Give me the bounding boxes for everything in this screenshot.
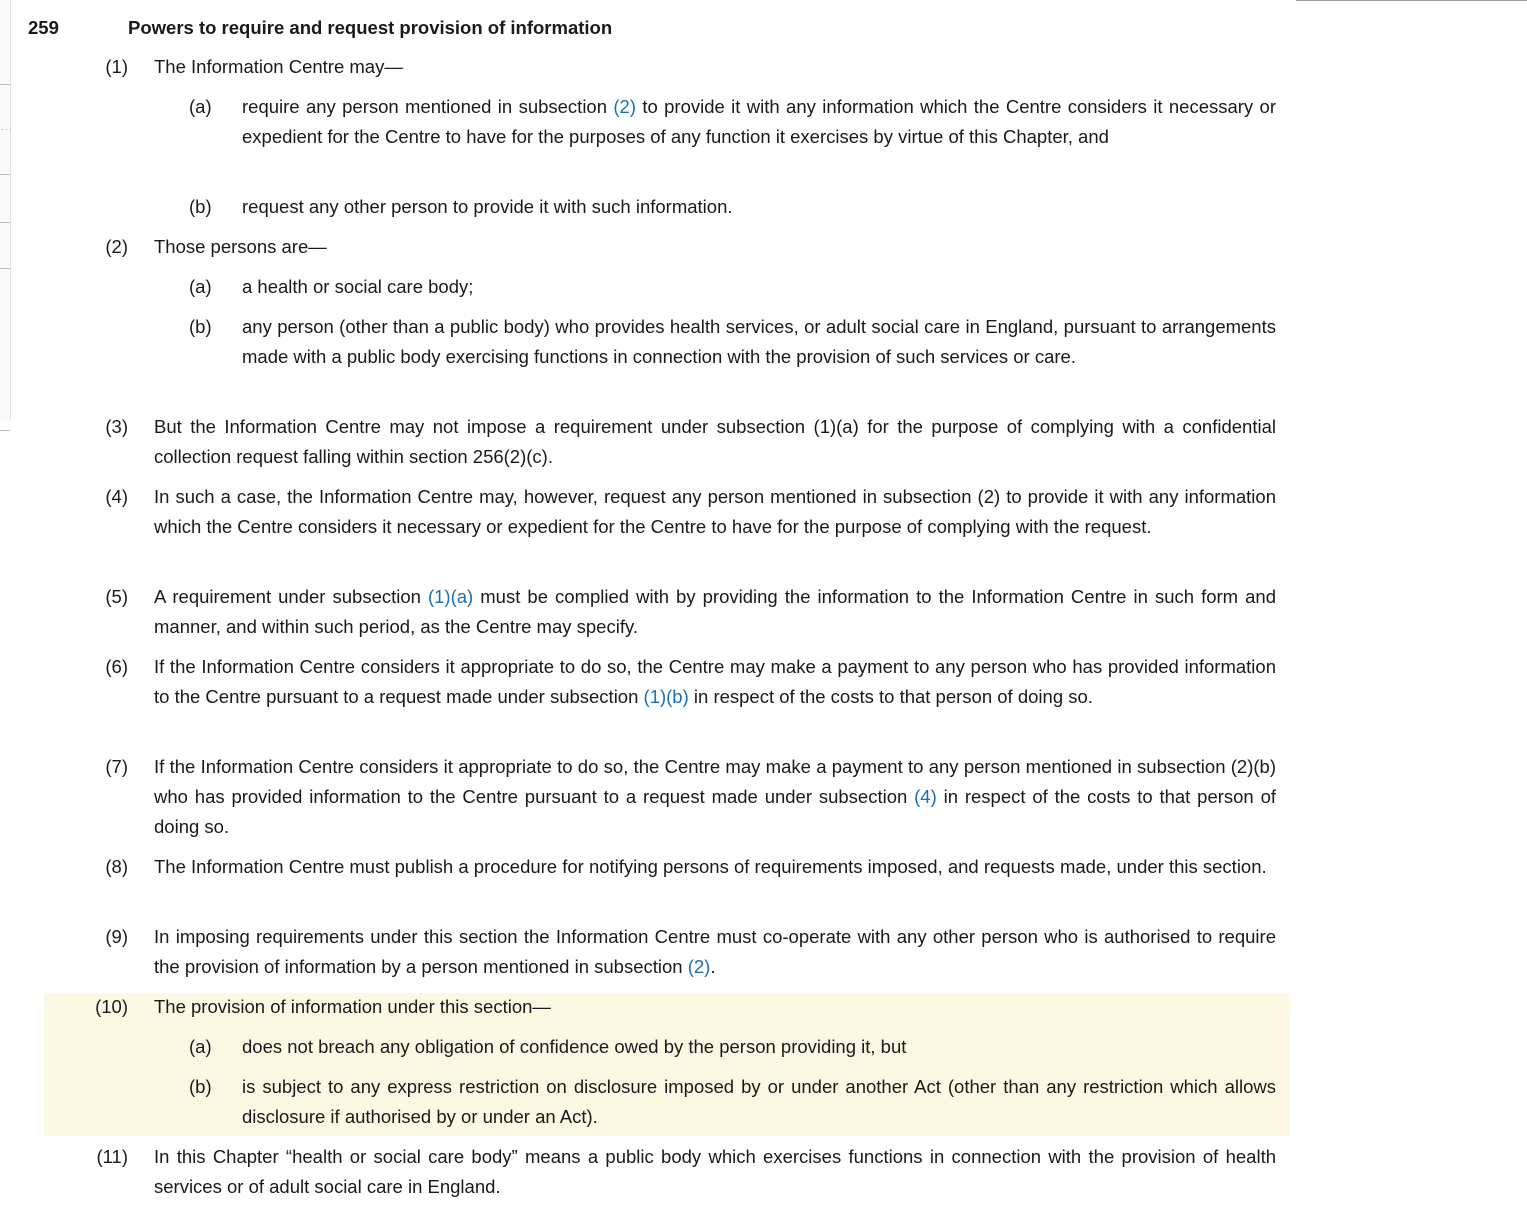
subsection-number: (6): [105, 656, 128, 677]
subsection-text: A requirement under subsection (1)(a) must be complied with by providing the information to the Information Centre in such form and manner, and within such period, as the Centre may specify.: [154, 586, 1276, 637]
subsection-text: In this Chapter “health or social care body” means a public body which exercises functions in connection with the provision of health services or of adult social care in England.: [154, 1146, 1276, 1197]
subsection-text: In such a case, the Information Centre may, however, request any person mentioned in subsection (2) to provide it with any information which the Centre considers it necessary or expedient for the Centre to have for the purpose of complying with the request.: [154, 486, 1276, 537]
paragraph-text: a health or social care body;: [242, 276, 474, 297]
subsection-text: If the Information Centre considers it appropriate to do so, the Centre may make a payment to any person who has provided information to the Centre pursuant to a request made under subsection (1)(b) in respect of the costs to that person of doing so.: [154, 656, 1276, 707]
subsection-link[interactable]: (4): [914, 786, 937, 807]
subsection-number: (1): [105, 56, 128, 77]
subsection-number: (8): [105, 856, 128, 877]
sidebar-divider: [0, 222, 10, 223]
paragraph-text: is subject to any express restriction on disclosure imposed by or under another Act (other than any restriction which allows disclosure if authorised by or under an Act).: [242, 1076, 1276, 1127]
sidebar-ellipsis: ···: [1, 124, 13, 134]
top-rule: [1296, 0, 1527, 1]
paragraph-number: (b): [189, 196, 212, 217]
paragraph-text: request any other person to provide it with such information.: [242, 196, 733, 217]
section-number: 259: [28, 17, 59, 38]
subsection-text: The Information Centre must publish a procedure for notifying persons of requirements imposed, and requests made, under this section.: [154, 856, 1267, 877]
paragraph-text: any person (other than a public body) who provides health services, or adult social care in England, pursuant to arrangements made with a public body exercising functions in connection with the provision of such services or care.: [242, 316, 1276, 367]
subsection-text: If the Information Centre considers it appropriate to do so, the Centre may make a payment to any person mentioned in subsection (2)(b) who has provided information to the Centre pursuant to a request made under subsection (4) in respect of the costs to that person of doing so.: [154, 756, 1276, 837]
subsection-number: (11): [96, 1146, 128, 1167]
paragraph-number: (a): [189, 276, 212, 297]
subsection-link[interactable]: (2): [613, 96, 636, 117]
paragraph-number: (a): [189, 1036, 212, 1057]
subsection-link[interactable]: (1)(a): [427, 586, 474, 607]
subsection-number: (7): [105, 756, 128, 777]
paragraph-text: does not breach any obligation of confidence owed by the person providing it, but: [242, 1036, 907, 1057]
subsection-link[interactable]: (1)(b): [643, 686, 689, 707]
subsection-number: (9): [105, 926, 128, 947]
subsection-number: (4): [105, 486, 128, 507]
subsection-number: (5): [105, 586, 128, 607]
paragraph-number: (b): [189, 316, 212, 337]
subsection-text: The Information Centre may—: [154, 56, 403, 77]
sidebar-divider: [0, 268, 10, 269]
subsection-text: The provision of information under this section—: [154, 996, 551, 1017]
subsection-link[interactable]: (2): [687, 956, 711, 977]
paragraph-number: (a): [189, 96, 212, 117]
subsection-number: (10): [95, 996, 128, 1017]
subsection-number: (2): [105, 236, 128, 257]
section-title: Powers to require and request provision of information: [128, 17, 613, 38]
sidebar-divider: [0, 84, 10, 85]
paragraph-number: (b): [189, 1076, 212, 1097]
sidebar-divider: [0, 174, 10, 175]
subsection-text: In imposing requirements under this section the Information Centre must co-operate with any other person who is authorised to require the provision of information by a person mentioned in subsection (2).: [154, 926, 1276, 977]
subsection-number: (3): [105, 416, 128, 437]
subsection-text: Those persons are—: [154, 236, 327, 257]
paragraph-text: require any person mentioned in subsection (2) to provide it with any information which the Centre considers it necessary or expedient for the Centre to have for the purposes of any function it exercises by virtue of this Chapter, and: [242, 96, 1276, 147]
subsection-text: But the Information Centre may not impose a requirement under subsection (1)(a) for the purpose of complying with a confidential collection request falling within section 256(2)(c).: [154, 416, 1276, 467]
